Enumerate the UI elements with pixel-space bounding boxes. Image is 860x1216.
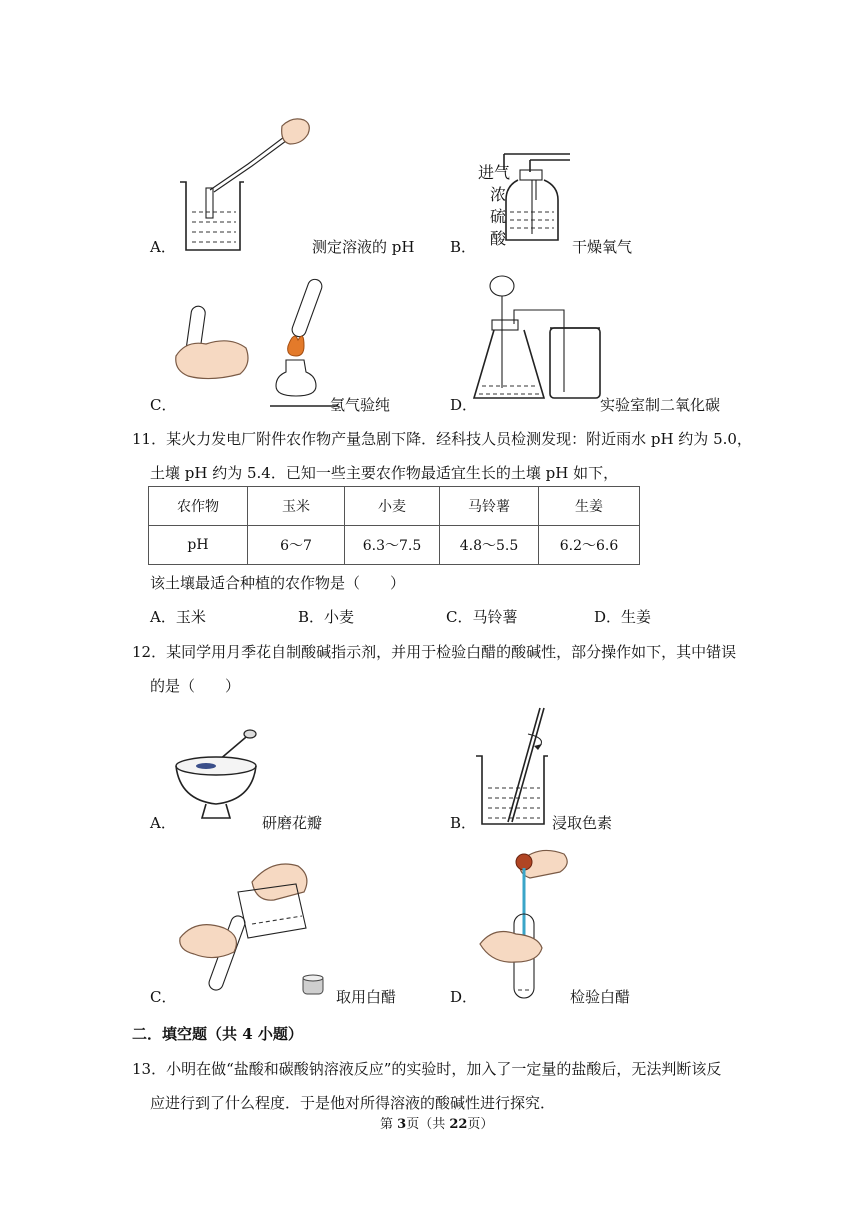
option-caption: 检验白醋 [570, 988, 631, 1006]
option-letter: D． [450, 396, 478, 414]
option-caption: 测定溶液的 pH [312, 238, 415, 256]
page-number: 3 [397, 1117, 407, 1132]
option-letter: B． [450, 814, 477, 832]
figure-test-vinegar [476, 844, 576, 1004]
option-letter: C． [150, 396, 177, 414]
option-caption: 氢气验纯 [330, 396, 391, 414]
figure-label-acid: 酸 [490, 229, 507, 248]
answer-choice: D．生姜 [594, 608, 652, 626]
figure-bottle-cap [300, 972, 326, 998]
option-letter: A． [150, 814, 176, 832]
section-title: 二．填空题（共 4 小题） [132, 1025, 303, 1043]
question-13-line-1: 13．小明在做“盐酸和碳酸钠溶液反应”的实验时，加入了一定量的盐酸后，无法判断该反 [132, 1060, 722, 1078]
table-cell: 生姜 [539, 487, 640, 526]
table-row [149, 526, 640, 565]
page-total: 22 [449, 1117, 468, 1132]
page-footer [380, 1113, 493, 1132]
answer-choice: B．小麦 [298, 608, 355, 626]
option-caption: 研磨花瓣 [262, 814, 323, 832]
question-11-prompt: 该土壤最适合种植的农作物是（ ） [150, 574, 406, 592]
figure-measure-ph [170, 112, 320, 252]
option-letter: A． [150, 238, 176, 256]
option-letter: D． [450, 988, 478, 1006]
table-cell: 小麦 [345, 487, 440, 526]
footer-text: 页） [467, 1117, 494, 1132]
table-cell: 4.8～5.5 [440, 526, 539, 565]
table-cell: 玉米 [248, 487, 345, 526]
option-caption: 取用白醋 [336, 988, 397, 1006]
option-letter: B． [450, 238, 477, 256]
option-letter: C． [150, 988, 177, 1006]
crop-ph-table [148, 486, 640, 565]
table-cell: 马铃薯 [440, 487, 539, 526]
question-11-line-1: 11．某火力发电厂附件农作物产量急剧下降．经科技人员检测发现：附近雨水 pH 约为 5.0， [132, 430, 752, 448]
option-caption: 实验室制二氧化碳 [600, 396, 721, 414]
figure-extract-pigment [472, 704, 562, 828]
question-12-line-1: 12．某同学用月季花自制酸碱指示剂，并用于检验白醋的酸碱性，部分操作如下，其中错误 [132, 643, 737, 661]
figure-co2-preparation [470, 268, 610, 406]
table-cell: 6.2～6.6 [539, 526, 640, 565]
option-caption: 浸取色素 [552, 814, 613, 832]
question-11-line-2: 土壤 pH 约为 5.4．已知一些主要农作物最适宜生长的土壤 pH 如下， [150, 464, 619, 482]
figure-label-inlet: 进气 [478, 163, 511, 182]
footer-text: 第 [380, 1117, 398, 1132]
table-cell: pH [149, 526, 248, 565]
table-cell: 6.3～7.5 [345, 526, 440, 565]
figure-grind-petals [172, 728, 262, 824]
table-header-row [149, 487, 640, 526]
question-13-line-2: 应进行到了什么程度．于是他对所得溶液的酸碱性进行探究． [150, 1094, 556, 1112]
table-cell: 农作物 [149, 487, 248, 526]
figure-hydrogen-purity [170, 276, 350, 410]
footer-text: 页（共 [406, 1117, 450, 1132]
option-caption: 干燥氧气 [572, 238, 633, 256]
question-12-line-2: 的是（ ） [150, 677, 241, 695]
figure-label-acid: 浓 [490, 185, 507, 204]
answer-choice: A．玉米 [150, 608, 206, 626]
answer-choice: C．马铃薯 [446, 608, 518, 626]
table-cell: 6～7 [248, 526, 345, 565]
figure-label-acid: 硫 [490, 207, 507, 226]
